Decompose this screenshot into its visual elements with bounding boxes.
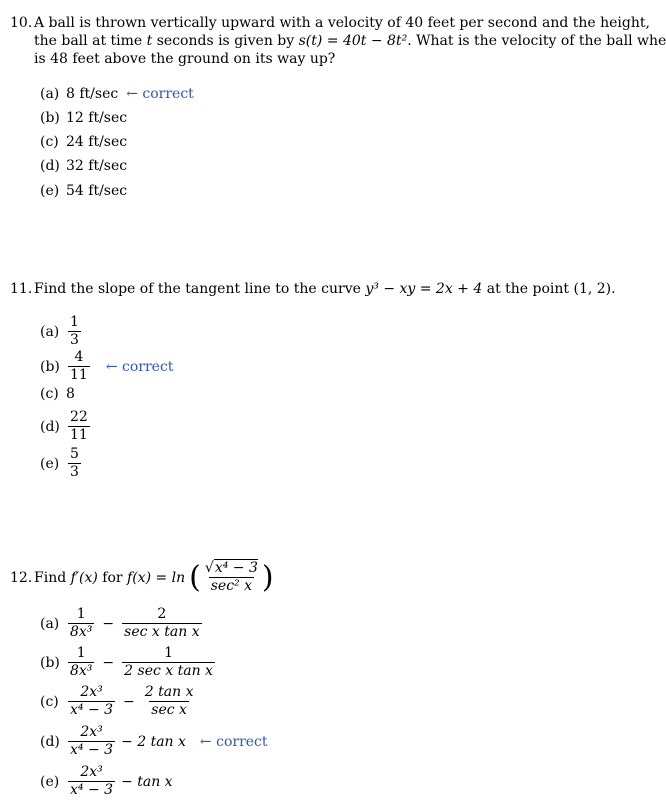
function-definition: f(x) = ln <box>127 569 186 586</box>
q11-option-a <box>40 314 83 349</box>
option-label: (a) <box>40 323 60 340</box>
numerator: 1 <box>70 314 79 330</box>
q10-option-e <box>40 183 127 199</box>
q12-option-a <box>40 606 204 641</box>
numerator: 1 <box>164 645 174 661</box>
option-text: 8 ft/sec <box>66 86 119 102</box>
left-paren: ( <box>189 559 201 595</box>
fraction <box>68 314 81 349</box>
operator: − <box>102 654 115 671</box>
fraction <box>68 409 90 444</box>
numerator: 4 <box>74 349 84 365</box>
question-number: 12. <box>10 569 33 586</box>
denominator: 11 <box>70 427 88 443</box>
option-label: (d) <box>40 733 60 750</box>
denominator: 8x³ <box>70 663 93 679</box>
q10-option-c <box>40 134 127 150</box>
fraction-term-1 <box>68 606 94 641</box>
derivative-symbol: f′(x) <box>70 569 98 586</box>
numerator: 2x³ <box>80 724 103 740</box>
question-number: 11. <box>10 281 33 297</box>
q11-option-b <box>40 349 173 384</box>
option-text: 12 ft/sec <box>66 110 128 126</box>
question-10 <box>10 14 666 68</box>
q12-option-d <box>40 724 268 759</box>
fraction-term-2 <box>122 645 215 680</box>
option-label: (b) <box>40 358 60 375</box>
fraction-term-1 <box>68 764 115 799</box>
option-label: (b) <box>40 654 60 671</box>
question-10-line-3 <box>10 50 666 68</box>
text: the ball at time <box>34 33 147 49</box>
question-text: A ball is thrown vertically upward with a velocity of 40 feet per second and the height, <box>34 15 650 31</box>
option-label: (c) <box>40 386 59 402</box>
correct-marker: ← correct <box>105 358 174 375</box>
option-label: (c) <box>40 693 59 710</box>
denominator: x⁴ − 3 <box>70 782 114 798</box>
text: is 48 feet above the ground on its way up? <box>34 51 336 67</box>
option-label: (e) <box>40 183 60 199</box>
denominator: sec x <box>151 702 187 718</box>
option-text: 32 ft/sec <box>66 158 128 174</box>
q11-option-e <box>40 446 83 481</box>
option-label: (b) <box>40 110 60 126</box>
numerator: 1 <box>76 645 86 661</box>
tail-term: − tan x <box>121 773 173 790</box>
fraction <box>68 349 90 384</box>
q11-option-c <box>40 386 75 402</box>
ln-argument-fraction <box>203 560 260 595</box>
numerator: 1 <box>76 606 86 622</box>
option-label: (c) <box>40 134 59 150</box>
q12-option-b <box>40 645 217 680</box>
fraction-term-1 <box>68 684 115 719</box>
option-text: 24 ft/sec <box>66 134 128 150</box>
fraction <box>68 446 81 481</box>
denominator: 3 <box>70 464 79 480</box>
text: Find <box>34 569 67 586</box>
option-label: (d) <box>40 418 60 435</box>
option-label: (d) <box>40 158 60 174</box>
q12-option-c <box>40 684 197 719</box>
text: at the point (1, 2). <box>482 281 616 297</box>
q10-option-a <box>40 86 194 102</box>
denominator: sec x tan x <box>124 624 200 640</box>
option-text: 54 ft/sec <box>66 183 128 199</box>
variable-t: t <box>146 33 153 49</box>
tail-term: − 2 tan x <box>121 733 186 750</box>
option-label: (a) <box>40 86 60 102</box>
text: Find the slope of the tangent line to the curve <box>34 281 366 297</box>
curve-equation: y³ − xy = 2x + 4 <box>365 281 483 297</box>
correct-marker: ← correct <box>126 86 194 102</box>
question-11 <box>10 280 616 298</box>
numerator: √x⁴ − 3 <box>204 560 258 576</box>
q10-option-d <box>40 158 127 174</box>
operator: − <box>102 615 115 632</box>
text: seconds is given by <box>152 33 299 49</box>
numerator: 22 <box>70 409 88 425</box>
denominator: 2 sec x tan x <box>124 663 213 679</box>
denominator: sec² x <box>210 578 253 594</box>
numerator: 2 <box>157 606 167 622</box>
numerator: 2x³ <box>80 684 103 700</box>
denominator: 8x³ <box>70 624 93 640</box>
denominator: 11 <box>70 367 88 383</box>
denominator: 3 <box>70 332 79 348</box>
text: . What is the velocity of the ball whe <box>407 33 666 49</box>
option-text: 8 <box>66 386 75 402</box>
denominator: x⁴ − 3 <box>70 702 114 718</box>
option-label: (e) <box>40 773 60 790</box>
numerator: 2x³ <box>80 764 103 780</box>
question-12 <box>10 560 274 595</box>
option-label: (e) <box>40 455 60 472</box>
question-number: 10. <box>10 15 33 31</box>
q11-option-d <box>40 409 92 444</box>
fraction-term-1 <box>68 645 94 680</box>
right-paren: ) <box>261 559 274 595</box>
fraction-term-2 <box>122 606 201 641</box>
question-10-line-1 <box>10 14 666 32</box>
q10-option-b <box>40 110 127 126</box>
numerator: 5 <box>70 446 79 462</box>
operator: − <box>123 693 135 710</box>
numerator: 2 tan x <box>144 684 194 700</box>
option-label: (a) <box>40 615 60 632</box>
question-11-line-1 <box>10 280 616 298</box>
text: for <box>102 569 123 586</box>
fraction-term-1 <box>68 724 115 759</box>
question-10-line-2 <box>10 32 666 50</box>
radicand: x⁴ − 3 <box>214 560 258 576</box>
height-formula: s(t) = 40t − 8t² <box>298 33 408 49</box>
correct-marker: ← correct <box>199 733 268 750</box>
fraction-term-2 <box>143 684 196 719</box>
denominator: x⁴ − 3 <box>70 742 114 758</box>
q12-option-e <box>40 764 173 799</box>
